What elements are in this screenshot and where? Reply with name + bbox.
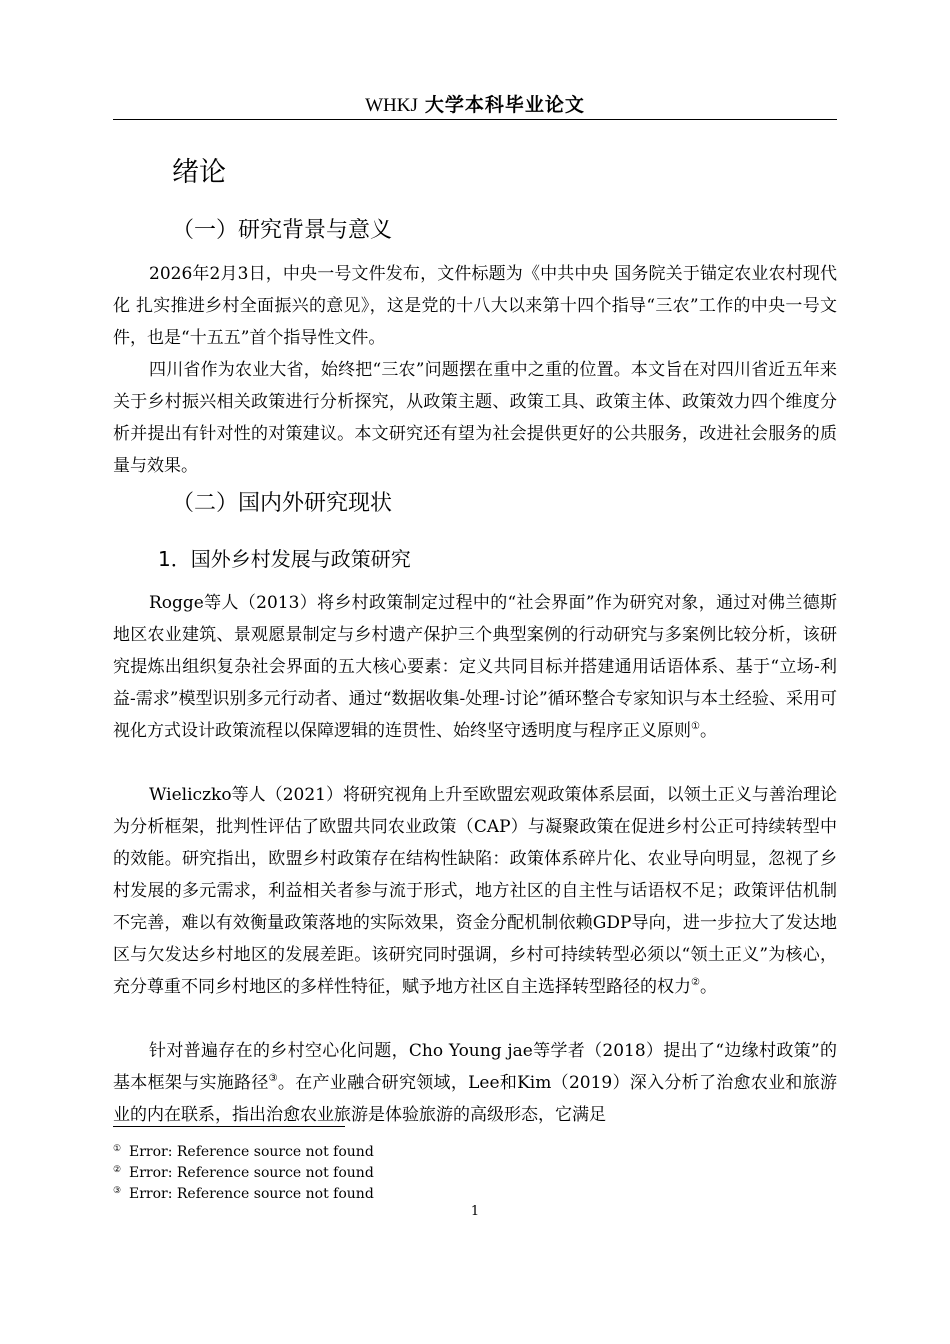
paragraph-cho-text-1: 针对普遍存在的乡村空心化问题，Cho Young jae等学者（2018）提出了“边缘村政策”的基本框架与实施路径 bbox=[113, 1041, 837, 1093]
section-heading-background: （一）研究背景与意义 bbox=[172, 218, 393, 243]
header-brand: WHKJ bbox=[365, 95, 418, 116]
footnote-ref-1[interactable]: ① bbox=[691, 721, 700, 732]
footnote-item: ③ Error: Reference source not found bbox=[113, 1186, 374, 1202]
footnotes bbox=[113, 1142, 613, 1205]
footnote-ref-3[interactable]: ③ bbox=[268, 1073, 278, 1084]
paragraph-wieliczko-text: Wieliczko等人（2021）将研究视角上升至欧盟宏观政策体系层面，以领土正义与善治理论为分析框架，批判性评估了欧盟共同农业政策（CAP）与凝聚政策在促进乡村公正可持续转型中的效能。研究指出，欧盟乡村政策存在结构性缺陷：政策体系碎片化、农业导向明显，忽视了乡村发展的多元需求，利益相关者参与流于形式，地方社区的自主性与话语权不足；政策评估机制不完善，难以有效衡量政策落地的实际效果，资金分配机制依赖GDP导向，进一步拉大了发达地区与欠发达乡村地区的发展差距。该研究同时强调，乡村可持续转型必须以“领土正义”为核心，充分尊重不同乡村地区的多样性特征，赋予地方社区自主选择转型路径的权力 bbox=[113, 785, 837, 997]
page-number: 1 bbox=[470, 1204, 480, 1219]
header-title: 大学本科毕业论文 bbox=[424, 94, 585, 116]
paragraph-cho-text-2: 。在产业融合研究领域，Lee和Kim（2019）深入分析了治愈农业和旅游业的内在联系，指出治愈农业旅游是体验旅游的高级形态，它满足 bbox=[113, 1073, 838, 1125]
paragraph-rogge bbox=[113, 587, 837, 747]
paragraph-background-1: 2026年2月3日，中央一号文件发布，文件标题为《中共中央 国务院关于锚定农业农村现代化 扎实推进乡村全面振兴的意见》，这是党的十八大以来第十四个指导“三农”工作的中央一号文件，也是“十五五”首个指导性文件。 bbox=[113, 264, 837, 348]
page-header bbox=[113, 92, 837, 119]
chapter-title: 绪论 bbox=[172, 157, 226, 188]
footnote-item: ① Error: Reference source not found bbox=[113, 1144, 374, 1160]
footnote-ref-2[interactable]: ② bbox=[691, 977, 700, 988]
section-heading-research-status: （二）国内外研究现状 bbox=[172, 491, 393, 516]
paragraph-background-2: 四川省作为农业大省，始终把“三农”问题摆在重中之重的位置。本文旨在对四川省近五年来关于乡村振兴相关政策进行分析探究，从政策主题、政策工具、政策主体、政策效力四个维度分析并提出有针对性的对策建议。本文研究还有望为社会提供更好的公共服务，改进社会服务的质量与效果。 bbox=[113, 360, 837, 476]
paragraph-wieliczko-end: 。 bbox=[699, 977, 717, 997]
paragraph-wieliczko bbox=[113, 779, 837, 1003]
footnote-text: Error: Reference source not found bbox=[129, 1165, 374, 1181]
subsection-heading-foreign-research: 1．国外乡村发展与政策研究 bbox=[158, 547, 411, 571]
footnote-item: ② Error: Reference source not found bbox=[113, 1165, 374, 1181]
paragraph-rogge-text: Rogge等人（2013）将乡村政策制定过程中的“社会界面”作为研究对象，通过对佛兰德斯地区农业建筑、景观愿景制定与乡村遗产保护三个典型案例的行动研究与多案例比较分析，该研究提炼出组织复杂社会界面的五大核心要素：定义共同目标并搭建通用话语体系、基于“立场-利益-需求”模型识别多元行动者、通过“数据收集-处理-讨论”循环整合专家知识与本土经验、采用可视化方式设计政策流程以保障逻辑的连贯性、始终坚守透明度与程序正义原则 bbox=[113, 593, 837, 741]
paragraph-rogge-end: 。 bbox=[699, 721, 717, 741]
footnote-divider bbox=[113, 1126, 345, 1127]
header-divider bbox=[113, 119, 837, 120]
footnote-text: Error: Reference source not found bbox=[129, 1186, 374, 1202]
paragraph-cho bbox=[113, 1035, 837, 1131]
footnote-text: Error: Reference source not found bbox=[129, 1144, 374, 1160]
